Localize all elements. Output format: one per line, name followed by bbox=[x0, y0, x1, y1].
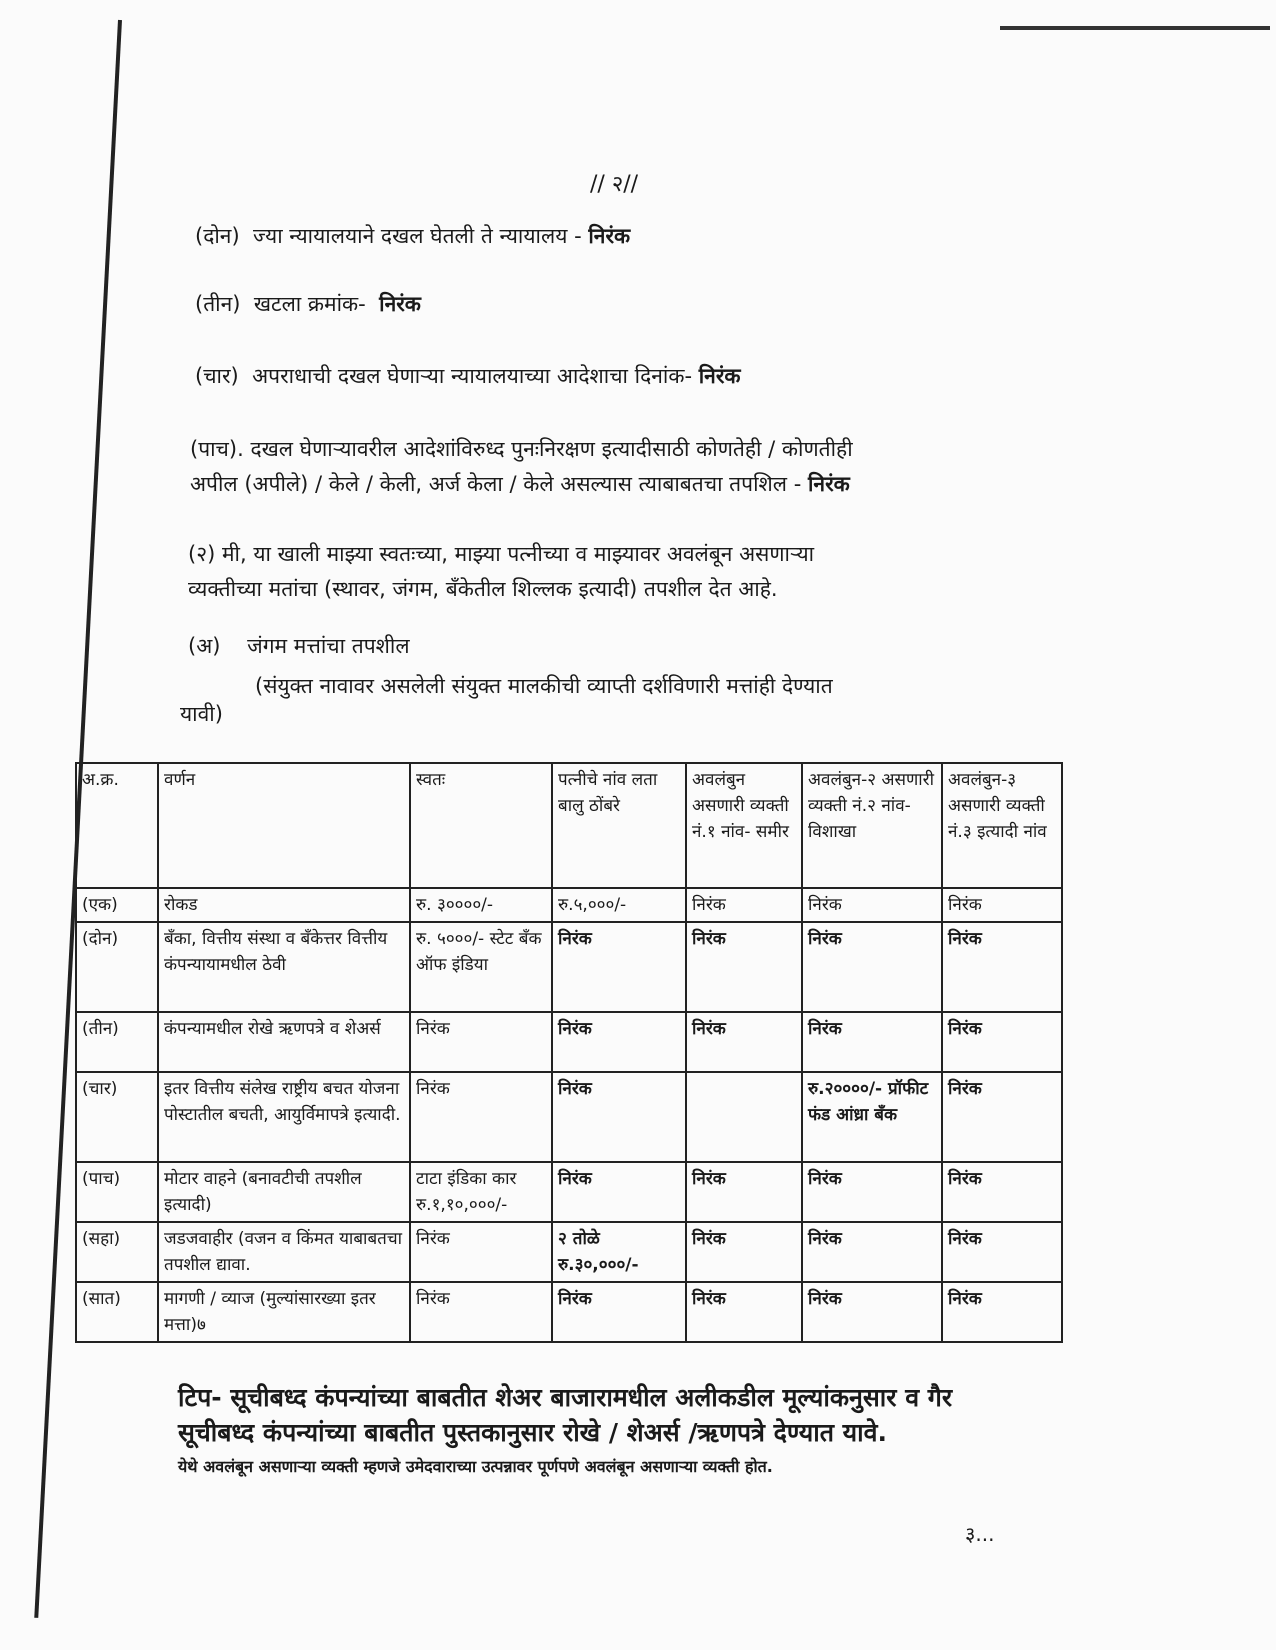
scan-top-line bbox=[1000, 26, 1270, 30]
row-number-cell: (चार) bbox=[76, 1072, 158, 1162]
value-cell: निरंक bbox=[552, 1072, 686, 1162]
row-number-cell: (सात) bbox=[76, 1282, 158, 1342]
item-label: (अ) bbox=[188, 634, 221, 658]
value-cell: निरंक bbox=[410, 1282, 552, 1342]
row-number-cell: (सहा) bbox=[76, 1222, 158, 1282]
value-cell: निरंक bbox=[686, 1162, 802, 1222]
value-cell: निरंक bbox=[942, 1222, 1062, 1282]
value-cell: निरंक bbox=[410, 1012, 552, 1072]
value-cell: निरंक bbox=[942, 922, 1062, 1012]
item-value: निरंक bbox=[588, 224, 631, 248]
header-cell: पत्नीचे नांव लता बालु ठोंबरे bbox=[552, 763, 686, 888]
value-cell: निरंक bbox=[802, 888, 942, 922]
value-cell: रु. ३००००/- bbox=[410, 888, 552, 922]
row-number-cell: (दोन) bbox=[76, 922, 158, 1012]
description-cell: रोकड bbox=[158, 888, 410, 922]
description-cell: इतर वित्तीय संलेख राष्ट्रीय बचत योजना पोस्टातील बचती, आयुर्विमापत्रे इत्यादी. bbox=[158, 1072, 410, 1162]
movable-assets-table bbox=[75, 762, 1063, 1343]
table-row bbox=[76, 1162, 1062, 1222]
item-value: निरंक bbox=[379, 292, 421, 316]
table-row bbox=[76, 1012, 1062, 1072]
item-five-line1: (पाच). दखल घेणाऱ्यावरील आदेशांविरुध्द पुनःनिरक्षण इत्यादीसाठी कोणतेही / कोणतीही bbox=[190, 437, 853, 461]
section-two-line2: व्यक्तीच्या मतांचा (स्थावर, जंगम, बॅंकेतील शिल्लक इत्यादी) तपशील देत आहे. bbox=[188, 577, 778, 601]
item-four bbox=[195, 362, 741, 390]
section-a-heading bbox=[188, 632, 410, 660]
value-cell: निरंक bbox=[686, 1012, 802, 1072]
description-cell: मागणी / व्याज (मुल्यांसारख्या इतर मत्ता)७ bbox=[158, 1282, 410, 1342]
row-number-cell: (एक) bbox=[76, 888, 158, 922]
value-cell: निरंक bbox=[552, 1282, 686, 1342]
value-cell: निरंक bbox=[942, 1282, 1062, 1342]
value-cell: निरंक bbox=[552, 1012, 686, 1072]
next-page-marker: ३... bbox=[965, 1522, 995, 1546]
item-label: (तीन) bbox=[195, 292, 241, 316]
section-a-note-line2: यावी) bbox=[180, 702, 223, 726]
value-cell: निरंक bbox=[410, 1222, 552, 1282]
row-number-cell: (पाच) bbox=[76, 1162, 158, 1222]
item-two bbox=[195, 222, 630, 250]
header-cell: अवलंबुन-३ असणारी व्यक्ती नं.३ इत्यादी नांव bbox=[942, 763, 1062, 888]
item-five-line2 bbox=[190, 470, 850, 498]
description-cell: बॅंका, वित्तीय संस्था व बॅंकेत्तर वित्तीय कंपन्यायामधील ठेवी bbox=[158, 922, 410, 1012]
description-cell: कंपन्यामधील रोखे ऋणपत्रे व शेअर्स bbox=[158, 1012, 410, 1072]
row-number-cell: (तीन) bbox=[76, 1012, 158, 1072]
table-row bbox=[76, 1222, 1062, 1282]
header-cell: अवलंबुन-२ असणारी व्यक्ती नं.२ नांव- विशाखा bbox=[802, 763, 942, 888]
header-cell: अवलंबुन असणारी व्यक्ती नं.१ नांव- समीर bbox=[686, 763, 802, 888]
value-cell: निरंक bbox=[552, 1162, 686, 1222]
value-cell: रु. ५०००/- स्टेट बॅंक ऑफ इंडिया bbox=[410, 922, 552, 1012]
table-row bbox=[76, 1282, 1062, 1342]
value-cell: निरंक bbox=[552, 922, 686, 1012]
value-cell: निरंक bbox=[686, 888, 802, 922]
item-text: जंगम मत्तांचा तपशील bbox=[247, 634, 410, 658]
item-value: निरंक bbox=[698, 364, 741, 388]
table-header-row bbox=[76, 763, 1062, 888]
note-line-2: सूचीबध्द कंपन्यांच्या बाबतीत पुस्तकानुसार रोखे / शेअर्स /ऋणपत्रे देण्यात यावे. bbox=[178, 1418, 888, 1447]
item-three bbox=[195, 290, 421, 318]
item-text: अपील (अपीले) / केले / केली, अर्ज केला / केले असल्यास त्याबाबतचा तपशिल - bbox=[190, 472, 802, 496]
item-text: ज्या न्यायालयाने दखल घेतली ते न्यायालय - bbox=[253, 224, 582, 248]
value-cell: निरंक bbox=[802, 1012, 942, 1072]
value-cell: रु.२००००/- प्रॉफीट फंड आंध्रा बॅंक bbox=[802, 1072, 942, 1162]
description-cell: मोटार वाहने (बनावटीची तपशील इत्यादी) bbox=[158, 1162, 410, 1222]
value-cell: निरंक bbox=[942, 1162, 1062, 1222]
table-row bbox=[76, 922, 1062, 1012]
value-cell: निरंक bbox=[802, 1162, 942, 1222]
item-text: अपराधाची दखल घेणाऱ्या न्यायालयाच्या आदेशाचा दिनांक- bbox=[252, 364, 693, 388]
value-cell: निरंक bbox=[802, 1282, 942, 1342]
value-cell: टाटा इंडिका कार रु.१,१०,०००/- bbox=[410, 1162, 552, 1222]
note-line-3: येथे अवलंबून असणाऱ्या व्यक्ती म्हणजे उमेदवाराच्या उत्पन्नावर पूर्णपणे अवलंबून असणाऱ्या व्यक्ती होत. bbox=[178, 1457, 773, 1476]
note-line-1: टिप- सूचीबध्द कंपन्यांच्या बाबतीत शेअर बाजारामधील अलीकडील मूल्यांकनुसार व गैर bbox=[178, 1383, 953, 1412]
table-row bbox=[76, 888, 1062, 922]
item-label: (चार) bbox=[195, 364, 239, 388]
header-cell: वर्णन bbox=[158, 763, 410, 888]
item-text: खटला क्रमांक- bbox=[253, 292, 366, 316]
value-cell: निरंक bbox=[686, 922, 802, 1012]
value-cell: २ तोळे रु.३०,०००/- bbox=[552, 1222, 686, 1282]
value-cell: रु.५,०००/- bbox=[552, 888, 686, 922]
value-cell bbox=[686, 1072, 802, 1162]
table-row bbox=[76, 1072, 1062, 1162]
description-cell: जडजवाहीर (वजन व किंमत याबाबतचा तपशील द्यावा. bbox=[158, 1222, 410, 1282]
item-value: निरंक bbox=[807, 472, 850, 496]
value-cell: निरंक bbox=[802, 922, 942, 1012]
header-cell: स्वतः bbox=[410, 763, 552, 888]
value-cell: निरंक bbox=[942, 1072, 1062, 1162]
page-number: // २// bbox=[590, 172, 639, 197]
value-cell: निरंक bbox=[410, 1072, 552, 1162]
value-cell: निरंक bbox=[686, 1282, 802, 1342]
section-a-note-line1: (संयुक्त नावावर असलेली संयुक्त मालकीची व्याप्ती दर्शविणारी मत्तांही देण्यात bbox=[255, 674, 833, 698]
value-cell: निरंक bbox=[802, 1222, 942, 1282]
value-cell: निरंक bbox=[942, 1012, 1062, 1072]
header-cell: अ.क्र. bbox=[76, 763, 158, 888]
value-cell: निरंक bbox=[942, 888, 1062, 922]
item-label: (दोन) bbox=[195, 224, 240, 248]
value-cell: निरंक bbox=[686, 1222, 802, 1282]
section-two-line1: (२) मी, या खाली माझ्या स्वतःच्या, माझ्या पत्नीच्या व माझ्यावर अवलंबून असणाऱ्या bbox=[188, 542, 815, 566]
